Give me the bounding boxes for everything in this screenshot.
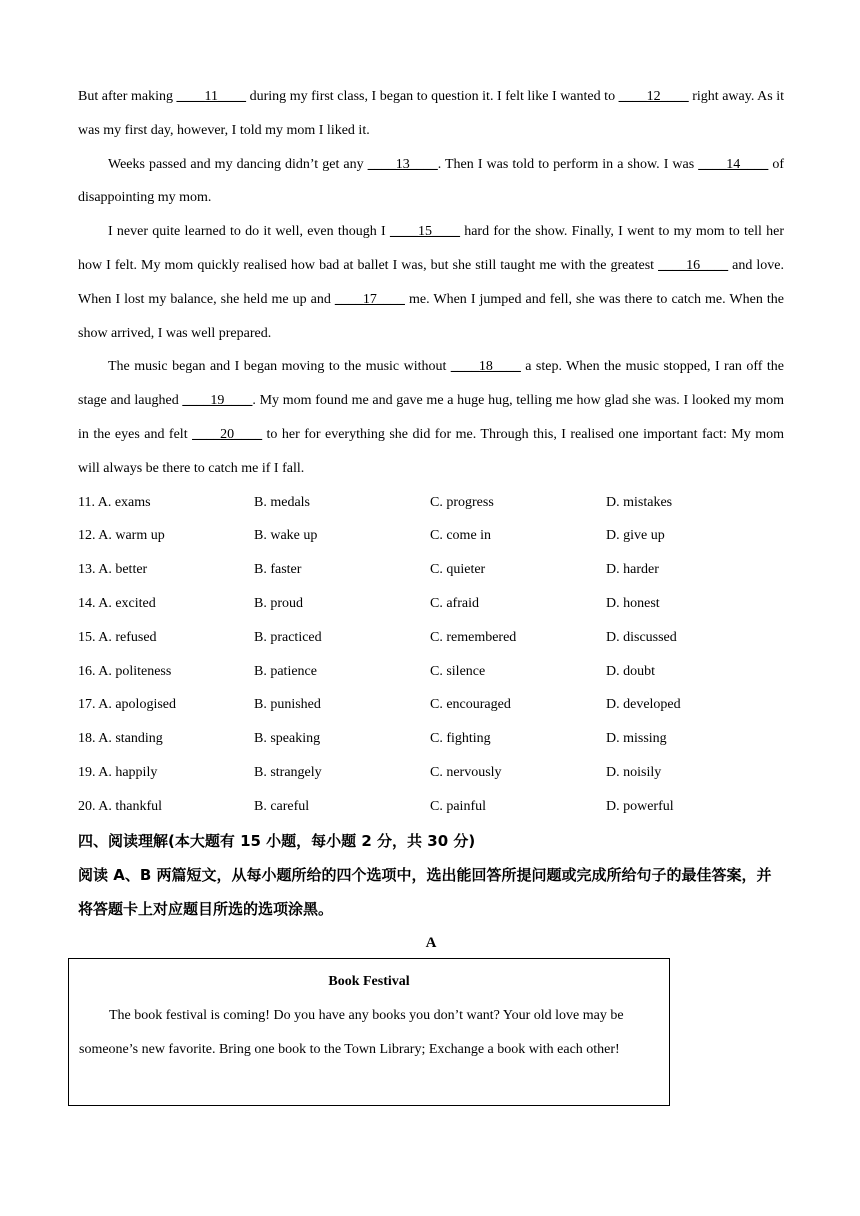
option-choice: 11. A. exams bbox=[78, 494, 151, 510]
option-choice: D. give up bbox=[606, 528, 665, 544]
section-instructions: 阅读 A、B 两篇短文，从每小题所给的四个选项中，选出能回答所提问题或完成所给句子的最佳答案，并将答题卡上对应题目所选的选项涂黑。 bbox=[78, 865, 772, 918]
passage-text: . Then I was told to perform in a show. I was bbox=[437, 156, 699, 172]
option-row bbox=[78, 756, 784, 790]
option-choice: B. wake up bbox=[254, 528, 318, 544]
passage-text: a step. When the music stopped, I ran off the stage and laughed bbox=[78, 359, 784, 409]
option-choice: C. silence bbox=[430, 663, 486, 679]
passage-text: hard for the show. Finally, I went to my mom to tell her how I felt. My mom quickly realised how bad at ballet I was, but she still taught me with the greatest bbox=[78, 224, 784, 273]
option-row bbox=[78, 553, 784, 587]
option-choice: 13. A. better bbox=[78, 562, 148, 578]
passage-text: me. When I jumped and fell, she was there to catch me. When the show arrived, I was well prepared. bbox=[78, 291, 784, 341]
notice-title: Book Festival bbox=[328, 974, 410, 989]
passage-text: . My mom found me and gave me a huge hug, telling me how glad she was. I looked my mom in the eyes and felt bbox=[78, 393, 785, 442]
option-choice: C. nervously bbox=[430, 764, 502, 780]
notice-box bbox=[68, 958, 670, 1106]
section-heading: 四、阅读理解(本大题有 15 小题，每小题 2 分，共 30 分) bbox=[78, 831, 476, 850]
option-choice: C. remembered bbox=[430, 629, 517, 645]
option-row bbox=[78, 486, 784, 520]
passage-text: I never quite learned to do it well, even though I bbox=[108, 224, 390, 240]
answer-options bbox=[78, 486, 784, 824]
option-choice: B. speaking bbox=[254, 731, 321, 747]
option-choice: 16. A. politeness bbox=[78, 663, 172, 679]
notice-text: The book festival is coming! Do you have any books you don’t want? Your old love may be someone’s new favorite. Bring one book to the Town Library; Exchange a book with each other! bbox=[79, 1008, 624, 1057]
answer-blank: ____13____ bbox=[367, 156, 438, 172]
option-choice: 18. A. standing bbox=[78, 731, 163, 747]
cloze-passage bbox=[78, 80, 784, 486]
answer-blank: ____16____ bbox=[658, 257, 729, 273]
part-label: A bbox=[425, 934, 437, 951]
option-choice: D. doubt bbox=[606, 663, 655, 679]
option-choice: 20. A. thankful bbox=[78, 798, 162, 814]
passage-text: to her for everything she did for me. Through this, I realised one important fact: My mom will always be there to catch me if I fall. bbox=[78, 426, 784, 476]
passage-text: of disappointing my mom. bbox=[78, 156, 784, 206]
option-choice: C. painful bbox=[430, 798, 486, 814]
option-choice: D. honest bbox=[606, 595, 660, 611]
option-choice: C. progress bbox=[430, 494, 494, 510]
option-choice: C. fighting bbox=[430, 731, 491, 747]
option-choice: 14. A. excited bbox=[78, 595, 156, 611]
option-choice: D. missing bbox=[606, 731, 667, 747]
option-choice: D. discussed bbox=[606, 629, 677, 645]
option-row bbox=[78, 655, 784, 689]
option-row bbox=[78, 587, 784, 621]
option-choice: B. medals bbox=[254, 494, 310, 510]
option-choice: D. powerful bbox=[606, 798, 674, 814]
option-choice: B. punished bbox=[254, 697, 321, 713]
option-choice: B. proud bbox=[254, 595, 303, 611]
exam-page bbox=[78, 80, 784, 958]
passage-paragraph bbox=[78, 80, 784, 148]
answer-blank: ____17____ bbox=[334, 291, 405, 307]
option-choice: B. strangely bbox=[254, 764, 322, 780]
option-choice: 12. A. warm up bbox=[78, 528, 165, 544]
option-choice: D. noisily bbox=[606, 764, 662, 780]
option-choice: B. practiced bbox=[254, 629, 322, 645]
option-choice: C. come in bbox=[430, 528, 492, 544]
option-choice: C. encouraged bbox=[430, 697, 511, 713]
answer-blank: ____20____ bbox=[192, 426, 263, 442]
passage-paragraph bbox=[78, 215, 784, 350]
passage-text: during my first class, I began to question it. I felt like I wanted to bbox=[246, 89, 619, 104]
option-choice: D. harder bbox=[606, 562, 659, 578]
passage-paragraph bbox=[78, 148, 784, 216]
option-choice: 19. A. happily bbox=[78, 764, 158, 780]
passage-text: But after making bbox=[78, 89, 177, 104]
answer-blank: ____18____ bbox=[450, 359, 521, 375]
option-row bbox=[78, 688, 784, 722]
option-choice: C. afraid bbox=[430, 595, 479, 611]
option-choice: B. careful bbox=[254, 798, 310, 814]
passage-text: right away. As it was my first day, however, I told my mom I liked it. bbox=[78, 89, 785, 138]
passage-paragraph bbox=[78, 350, 784, 485]
option-choice: 15. A. refused bbox=[78, 629, 157, 645]
option-row bbox=[78, 621, 784, 655]
answer-blank: ____12____ bbox=[618, 89, 689, 104]
passage-text: and love. When I lost my balance, she held me up and bbox=[78, 257, 784, 307]
option-row bbox=[78, 519, 784, 553]
option-row bbox=[78, 722, 784, 756]
option-choice: B. faster bbox=[254, 562, 302, 578]
answer-blank: ____14____ bbox=[698, 156, 769, 172]
option-choice: D. mistakes bbox=[606, 494, 673, 510]
option-choice: C. quieter bbox=[430, 562, 486, 578]
option-choice: 17. A. apologised bbox=[78, 697, 176, 713]
option-choice: D. developed bbox=[606, 697, 681, 713]
passage-text: Weeks passed and my dancing didn’t get any bbox=[108, 156, 368, 172]
option-choice: B. patience bbox=[254, 663, 317, 679]
answer-blank: ____19____ bbox=[182, 393, 253, 409]
option-row bbox=[78, 790, 784, 824]
passage-text: The music began and I began moving to the music without bbox=[108, 359, 451, 375]
answer-blank: ____15____ bbox=[389, 224, 460, 240]
answer-blank: ____11____ bbox=[176, 89, 247, 104]
